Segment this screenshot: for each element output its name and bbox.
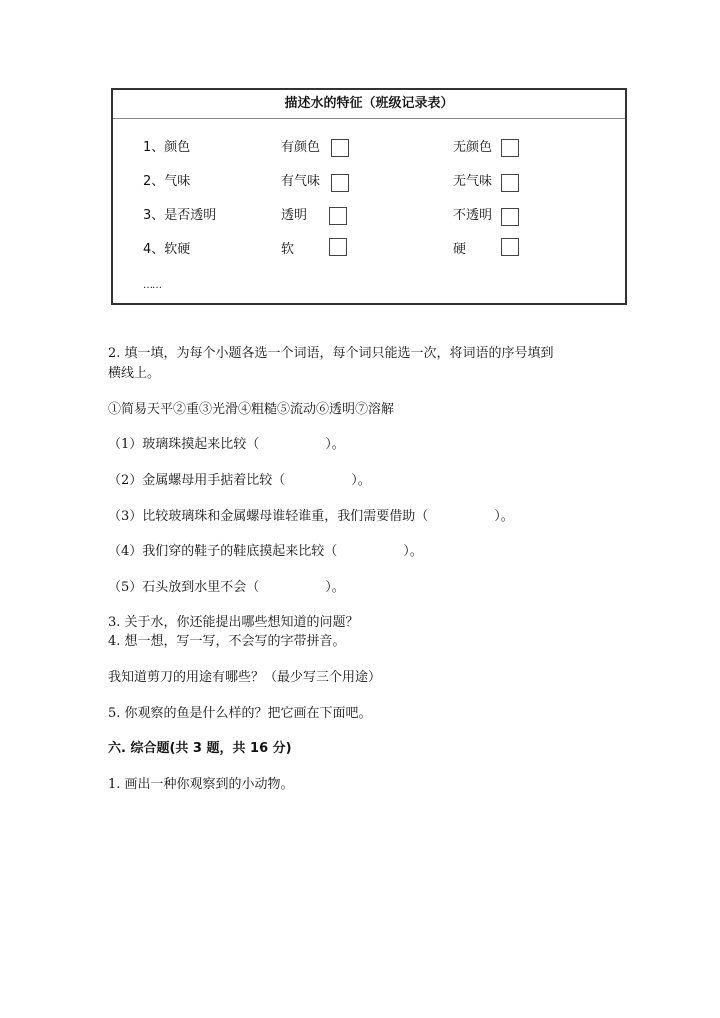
- option-transparent: 透明: [281, 208, 308, 223]
- checkbox-transparent[interactable]: [329, 207, 347, 225]
- q2-item-2-end: ）。: [351, 473, 371, 488]
- checkbox-no-color[interactable]: [501, 139, 519, 157]
- section-6-heading: 六. 综合题(共 3 题，共 16 分): [108, 741, 292, 756]
- checkbox-opaque[interactable]: [501, 208, 519, 226]
- q2-item-5-end: ）。: [325, 580, 345, 595]
- q4-sub-prompt: 我知道剪刀的用途有哪些？（最少写三个用途）: [108, 670, 382, 685]
- q5-prompt: 5. 你观察的鱼是什么样的？把它画在下面吧。: [108, 706, 372, 721]
- q2-options: ①简易天平②重③光滑④粗糙⑤流动⑥透明⑦溶解: [108, 402, 395, 417]
- q2-item-1-text: （1）玻璃珠摸起来比较（: [108, 437, 260, 452]
- q2-item-4: [108, 542, 423, 562]
- q2-item-1-end: ）。: [325, 437, 345, 452]
- option-has-smell: 有气味: [281, 174, 321, 189]
- checkbox-no-smell[interactable]: [501, 174, 519, 192]
- q3-prompt: 3. 关于水，你还能提出哪些想知道的问题？: [108, 615, 359, 630]
- checkbox-hard[interactable]: [501, 238, 519, 256]
- row-label-smell: 2、气味: [143, 174, 191, 189]
- record-table: [111, 88, 627, 305]
- section-6-q1-prompt: 1. 画出一种你观察到的小动物。: [108, 777, 294, 792]
- q2-item-5: [108, 578, 345, 598]
- q2-item-3: [108, 507, 514, 527]
- q2-prompt-line1: 2. 填一填，为每个小题各选一个词语，每个词只能选一次，将词语的序号填到: [108, 346, 554, 361]
- option-has-color: 有颜色: [281, 140, 321, 155]
- option-soft: 软: [281, 242, 295, 257]
- q2-item-2-text: （2）金属螺母用手掂着比较（: [108, 473, 286, 488]
- q2-item-4-text: （4）我们穿的鞋子的鞋底摸起来比较（: [108, 544, 338, 559]
- q2-item-4-end: ）。: [403, 544, 423, 559]
- row-label-color: 1、颜色: [143, 140, 191, 155]
- checkbox-has-smell[interactable]: [331, 174, 349, 192]
- row-label-transparency: 3、是否透明: [143, 208, 217, 223]
- q2-item-3-text: （3）比较玻璃珠和金属螺母谁轻谁重，我们需要借助（: [108, 509, 429, 524]
- q4-prompt: 4. 想一想，写一写，不会写的字带拼音。: [108, 634, 346, 649]
- row-label-hardness: 4、软硬: [143, 242, 191, 257]
- q2-item-2: [108, 471, 371, 491]
- q2-item-5-text: （5）石头放到水里不会（: [108, 580, 260, 595]
- q2-prompt-line2: 横线上。: [108, 366, 161, 381]
- record-table-ellipsis: ……: [143, 280, 161, 291]
- option-no-smell: 无气味: [453, 174, 493, 189]
- checkbox-soft[interactable]: [329, 238, 347, 256]
- q2-item-1: [108, 435, 345, 455]
- q2-item-3-end: ）。: [494, 509, 514, 524]
- option-opaque: 不透明: [453, 208, 493, 223]
- record-table-title: 描述水的特征（班级记录表）: [113, 90, 625, 119]
- option-hard: 硬: [453, 242, 467, 257]
- option-no-color: 无颜色: [453, 140, 493, 155]
- checkbox-has-color[interactable]: [331, 139, 349, 157]
